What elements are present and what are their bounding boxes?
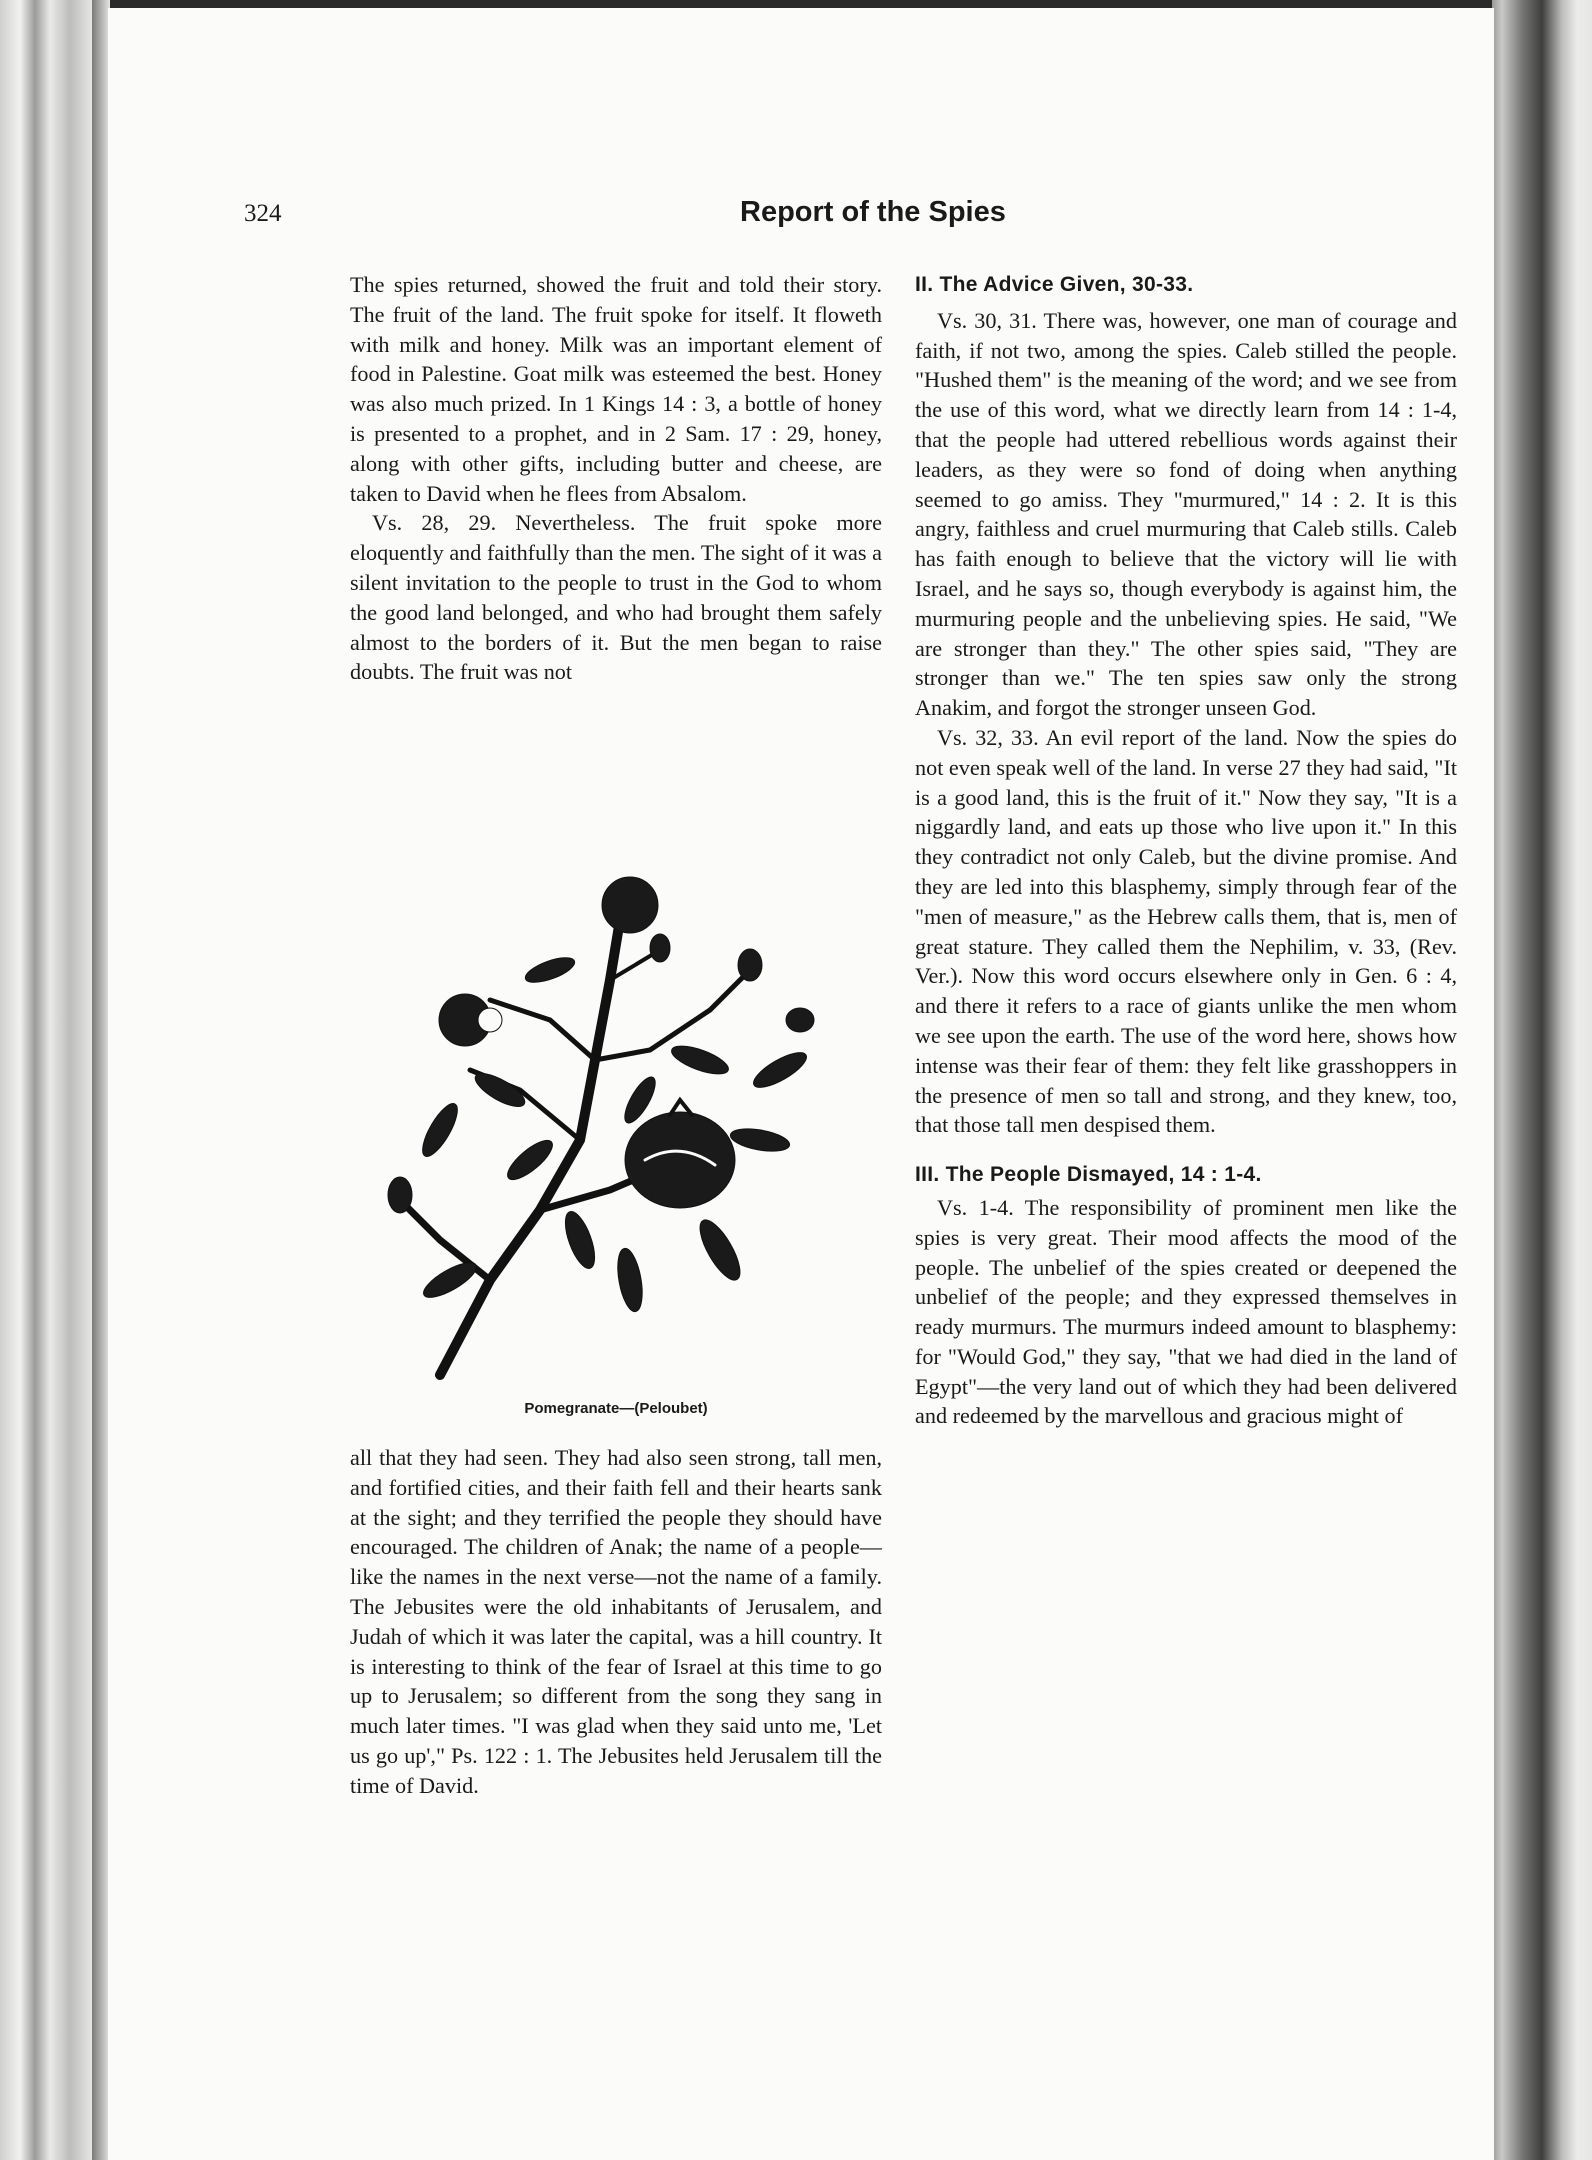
paragraph: Vs. 30, 31. There was, however, one man of courage and faith, if not two, among the spies. Caleb stilled the people. "Hushed them" is the meaning of the word; and we see from the use of this word, what we directly learn from 14 : 1-4, that the people had uttered rebellious words against their leaders, as they were so fond of doing when anything seemed to go amiss. They "murmured," 14 : 2. It is this angry, faithless and cruel murmuring that Caleb stills. Caleb has faith enough to believe that the victory will lie with Israel, and he says so, though everybody is against him, the murmuring people and the unbelieving spies. He said, "We are stronger than they." The other spies said, "They are stronger than we." The ten spies saw only the strong Anakim, and forgot the stronger unseen God. <box>915 307 1457 721</box>
section-heading: II. The Advice Given, 30-33. <box>915 273 1194 296</box>
left-column-top <box>350 270 882 687</box>
book-right-edge <box>1492 0 1592 2160</box>
left-column-bottom <box>350 1443 882 1801</box>
book-left-edge <box>0 0 100 2160</box>
paragraph: Vs. 1-4. The responsibility of prominent men like the spies is very great. Their mood affects the mood of the people. The unbelief of the spies created or deepened the unbelief of the people; and they expressed themselves in ready murmurs. The murmurs indeed amount to blasphemy: for "Would God," they say, "that we had died in the land of Egypt"—the very land out of which they had been delivered and redeemed by the marvellous and gracious might of <box>915 1194 1457 1429</box>
paragraph: all that they had seen. They had also seen strong, tall men, and fortified cities, and their faith fell and their hearts sank at the sight; and they terrified the people they should have encouraged. The children of Anak; the name of a people—like the names in the next verse—not the name of a family. The Jebusites were the old inhabitants of Jerusalem, and Judah of which it was later the capital, was a hill country. It is interesting to think of the fear of Israel at this time to go up to Jerusalem; so different from the song they sang in much later times. "I was glad when they said unto me, 'Let us go up'," Ps. 122 : 1. The Jebusites held Jerusalem till the time of David. <box>350 1445 882 1798</box>
section-heading: III. The People Dismayed, 14 : 1-4. <box>915 1163 1262 1187</box>
paragraph: The spies returned, showed the fruit and told their story. The fruit of the land. The fruit spoke for itself. It floweth with milk and honey. Milk was an important element of food in Palestine. Goat milk was esteemed the best. Honey was also much prized. In 1 Kings 14 : 3, a bottle of honey is presented to a prophet, and in 2 Sam. 17 : 29, honey, along with other gifts, including butter and cheese, are taken to David when he flees from Absalom. <box>350 272 882 506</box>
paragraph: Vs. 28, 29. Nevertheless. The fruit spoke more eloquently and faithfully than the men. The sight of it was a silent invitation to the people to trust in the God to whom the good land belonged, and who had brought them safely almost to the borders of it. But the men began to raise doubts. The fruit was not <box>350 510 882 685</box>
running-title: Report of the Spies <box>740 196 1006 228</box>
page-number: 324 <box>244 200 282 227</box>
figure-caption: Pomegranate—(Peloubet) <box>524 1400 708 1417</box>
paragraph: Vs. 32, 33. An evil report of the land. Now the spies do not even speak well of the land. In verse 27 they had said, "It is a good land, this is the fruit of it." Now they say, "It is a niggardly land, and eats up those who live upon it." In this they contradict not only Caleb, but the divine promise. And they are led into this blasphemy, simply through fear of the "men of measure," as the Hebrew calls them, that is, men of great stature. They called them the Nephilim, v. 33, (Rev. Ver.). Now this word occurs elsewhere only in Gen. 6 : 4, and there it refers to a race of giants unlike the men whom we see upon the earth. The use of the word here, shows how intense was their fear of them: they felt like grasshoppers in the presence of men so tall and strong, and they knew, too, that those tall men despised them. <box>915 724 1458 1138</box>
right-column <box>915 270 1457 1431</box>
scan-top-edge <box>0 0 1592 8</box>
pomegranate-illustration <box>380 860 850 1390</box>
